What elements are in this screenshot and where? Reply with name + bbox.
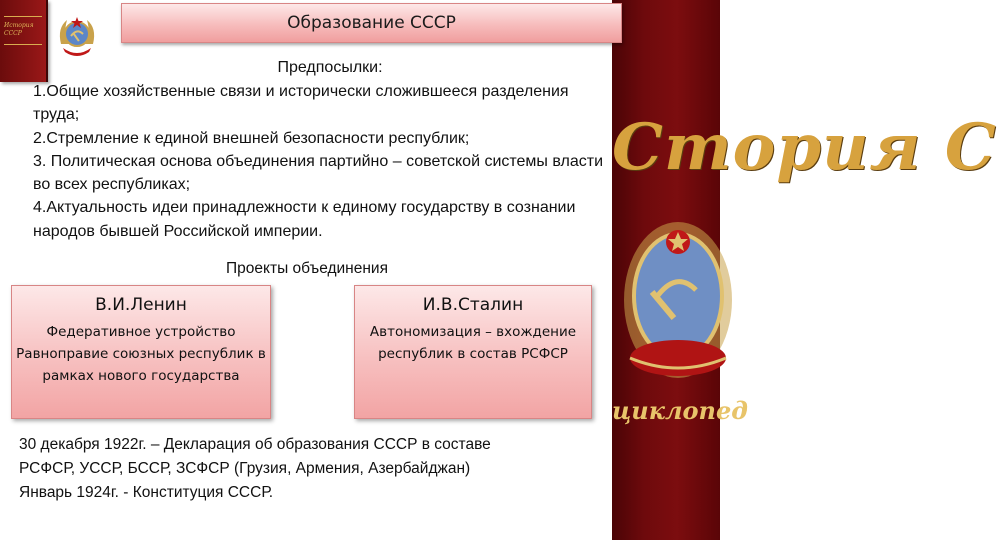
lenin-line: Федеративное устройство	[46, 324, 236, 340]
book-cover-text: История СССР	[4, 22, 34, 37]
projects-heading: Проекты объединения	[226, 260, 388, 277]
lenin-project-box	[11, 285, 271, 419]
stalin-description	[355, 321, 591, 365]
stalin-name: И.В.Сталин	[422, 295, 524, 315]
book-border-line	[4, 16, 42, 17]
cover-title-text: Стория С	[612, 110, 997, 185]
cover-subtitle-text: циклопед	[612, 396, 748, 425]
stalin-line: Автономизация – вхождение республик в состав РСФСР	[369, 324, 577, 362]
note-line: РСФСР, УССР, БССР, ЗСФСР (Грузия, Армения, Азербайджан)	[19, 460, 471, 477]
lenin-name: В.И.Ленин	[95, 295, 187, 315]
prerequisite-item: 4.Актуальность идеи принадлежности к единому государству в сознании народов бывшей Российской империи.	[33, 199, 576, 240]
lenin-description	[12, 321, 270, 387]
lenin-line: Равноправие союзных республик в рамках нового государства	[16, 346, 266, 384]
ussr-emblem-icon	[55, 14, 99, 60]
prerequisite-item: 3. Политическая основа объединения партийно – советской системы власти во всех республиках;	[33, 152, 604, 194]
chronology-notes	[19, 433, 629, 505]
book-cover-thumbnail	[0, 0, 48, 82]
prerequisite-item: 2.Стремление к единой внешней безопасности республик;	[33, 129, 470, 147]
prerequisite-item: 1.Общие хозяйственные связи и исторически сложившееся разделения труда;	[33, 83, 569, 124]
note-line: Январь 1924г. - Конституция СССР.	[19, 484, 274, 501]
prerequisites-heading: Предпосылки:	[277, 59, 383, 76]
prerequisites-list	[33, 80, 613, 243]
slide-title: Образование СССР	[121, 3, 622, 43]
note-line: 30 декабря 1922г. – Декларация об образования СССР в составе	[19, 436, 491, 453]
stalin-project-box	[354, 285, 592, 419]
book-border-line	[4, 44, 42, 45]
ussr-emblem-icon	[616, 208, 736, 394]
